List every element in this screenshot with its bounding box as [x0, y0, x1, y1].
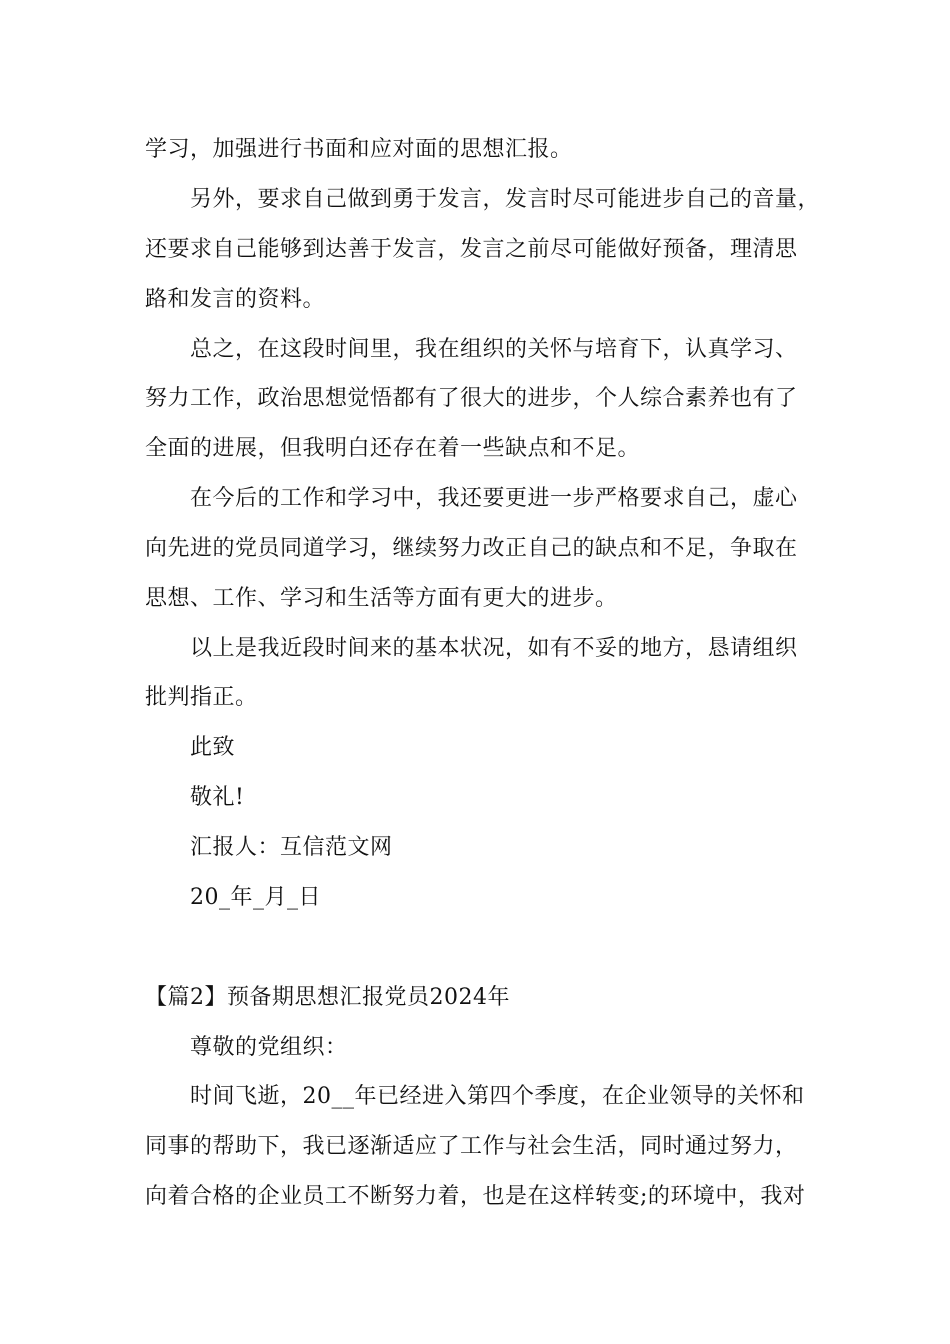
paragraph-line: 努力工作，政治思想觉悟都有了很大的进步，个人综合素养也有了 [145, 386, 798, 411]
paragraph-line: 同事的帮助下，我已逐渐适应了工作与社会生活，同时通过努力， [145, 1134, 798, 1159]
paragraph-line: 向先进的党员同道学习，继续努力改正自己的缺点和不足，争取在 [145, 536, 798, 561]
closing-salutation: 此致 [190, 735, 236, 760]
paragraph-line: 还要求自己能够到达善于发言，发言之前尽可能做好预备，理清思 [145, 237, 798, 262]
paragraph-line: 另外，要求自己做到勇于发言，发言时尽可能进步自己的音量， [190, 187, 821, 212]
paragraph-line: 总之，在这段时间里，我在组织的关怀与培育下，认真学习、 [190, 337, 798, 362]
paragraph-line: 全面的进展，但我明白还存在着一些缺点和不足。 [145, 436, 641, 461]
paragraph-line: 思想、工作、学习和生活等方面有更大的进步。 [145, 586, 618, 611]
paragraph-line: 向着合格的企业员工不断努力着，也是在这样转变;的环境中，我对 [145, 1184, 806, 1209]
paragraph-line: 学习，加强进行书面和应对面的思想汇报。 [145, 137, 573, 162]
salutation: 尊敬的党组织： [190, 1035, 348, 1060]
paragraph-line: 路和发言的资料。 [145, 287, 326, 312]
paragraph-line: 批判指正。 [145, 685, 258, 710]
paragraph-line: 时间飞逝，20__年已经进入第四个季度，在企业领导的关怀和 [190, 1084, 805, 1109]
section-heading: 【篇2】预备期思想汇报党员2024年 [145, 985, 510, 1010]
paragraph-line: 以上是我近段时间来的基本状况，如有不妥的地方，恳请组织 [190, 636, 798, 661]
reporter-signature: 汇报人：互信范文网 [190, 835, 393, 860]
report-date: 20_年_月_日 [190, 885, 321, 910]
paragraph-line: 在今后的工作和学习中，我还要更进一步严格要求自己，虚心 [190, 486, 798, 511]
closing-regards: 敬礼! [190, 785, 245, 810]
